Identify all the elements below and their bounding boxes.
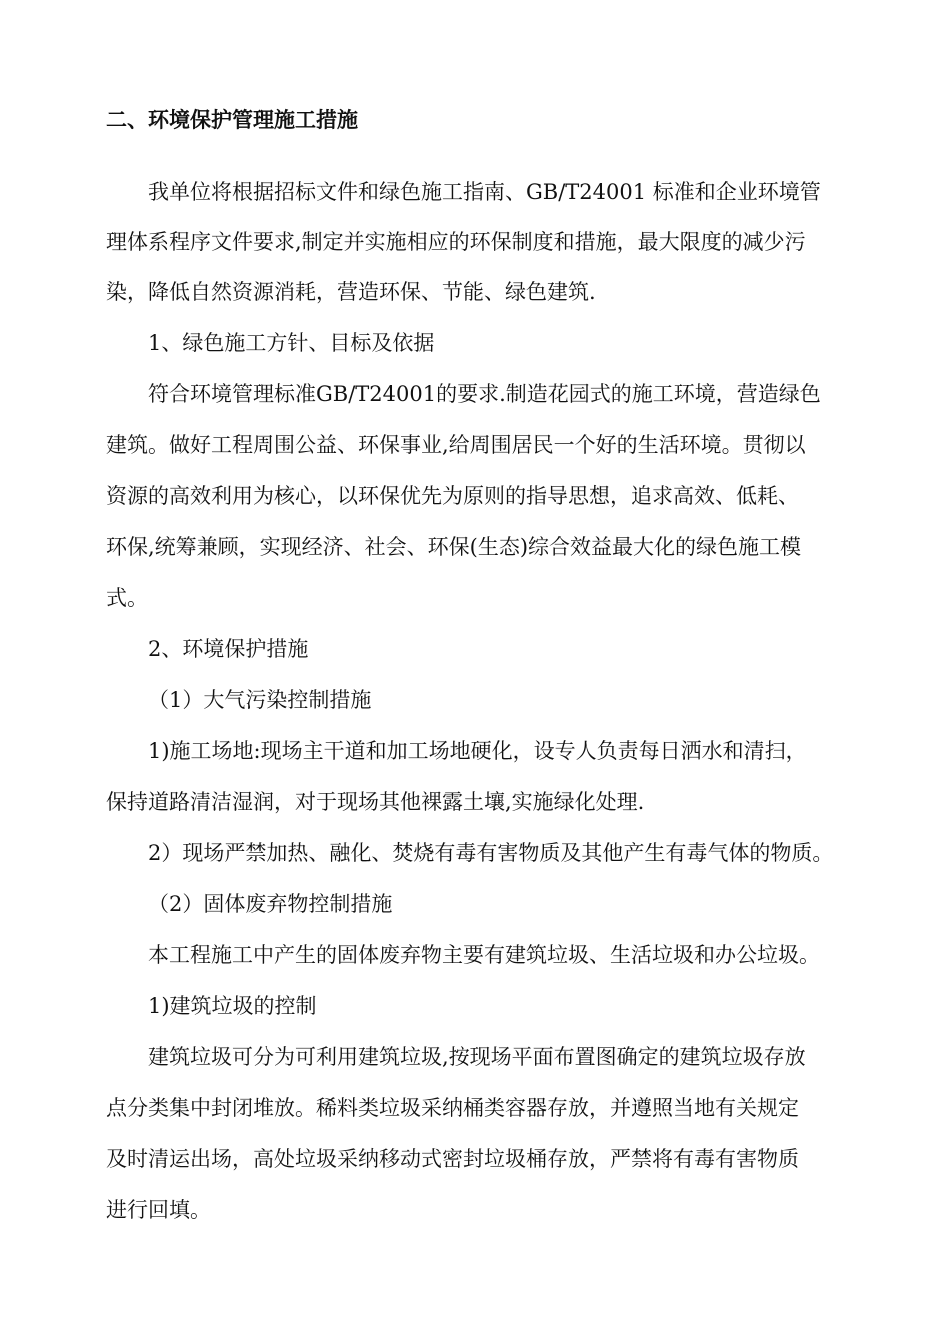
subheading-line: 1)建筑垃圾的控制 <box>148 994 317 1018</box>
paragraph-line: 式。 <box>106 586 148 610</box>
subheading-line: 2、环境保护措施 <box>148 637 309 661</box>
paragraph-line: 我单位将根据招标文件和绿色施工指南、GB/T24001 标准和企业环境管 <box>148 180 821 204</box>
subheading-line: （2）固体废弃物控制措施 <box>148 892 393 916</box>
paragraph-line: 环保,统筹兼顾，实现经济、社会、环保(生态)综合效益最大化的绿色施工模 <box>106 535 802 559</box>
paragraph-line: 保持道路清洁湿润，对于现场其他裸露土壤,实施绿化处理. <box>106 790 645 814</box>
paragraph-line: 建筑垃圾可分为可利用建筑垃圾,按现场平面布置图确定的建筑垃圾存放 <box>148 1045 806 1069</box>
subheading-line: 1、绿色施工方针、目标及依据 <box>148 331 435 355</box>
section-heading: 二、环境保护管理施工措施 <box>106 107 358 132</box>
subheading-line: （1）大气污染控制措施 <box>148 688 372 712</box>
paragraph-line: 点分类集中封闭堆放。稀料类垃圾采纳桶类容器存放，并遵照当地有关规定 <box>106 1096 799 1120</box>
paragraph-line: 及时清运出场，高处垃圾采纳移动式密封垃圾桶存放，严禁将有毒有害物质 <box>106 1147 799 1171</box>
paragraph-line: 理体系程序文件要求,制定并实施相应的环保制度和措施，最大限度的减少污 <box>106 230 806 254</box>
paragraph-line: 进行回填。 <box>106 1198 211 1222</box>
paragraph-line: 1)施工场地:现场主干道和加工场地硬化，设专人负责每日洒水和清扫， <box>148 739 807 763</box>
paragraph-line: 资源的高效利用为核心，以环保优先为原则的指导思想，追求高效、低耗、 <box>106 484 799 508</box>
paragraph-line: 染，降低自然资源消耗，营造环保、节能、绿色建筑. <box>106 280 596 304</box>
paragraph-line: 本工程施工中产生的固体废弃物主要有建筑垃圾、生活垃圾和办公垃圾。 <box>148 943 820 967</box>
paragraph-line: 建筑。做好工程周围公益、环保事业,给周围居民一个好的生活环境。贯彻以 <box>106 433 806 457</box>
paragraph-line: 2）现场严禁加热、融化、焚烧有毒有害物质及其他产生有毒气体的物质。 <box>148 841 834 865</box>
paragraph-line: 符合环境管理标准GB/T24001的要求.制造花园式的施工环境，营造绿色 <box>148 382 821 406</box>
